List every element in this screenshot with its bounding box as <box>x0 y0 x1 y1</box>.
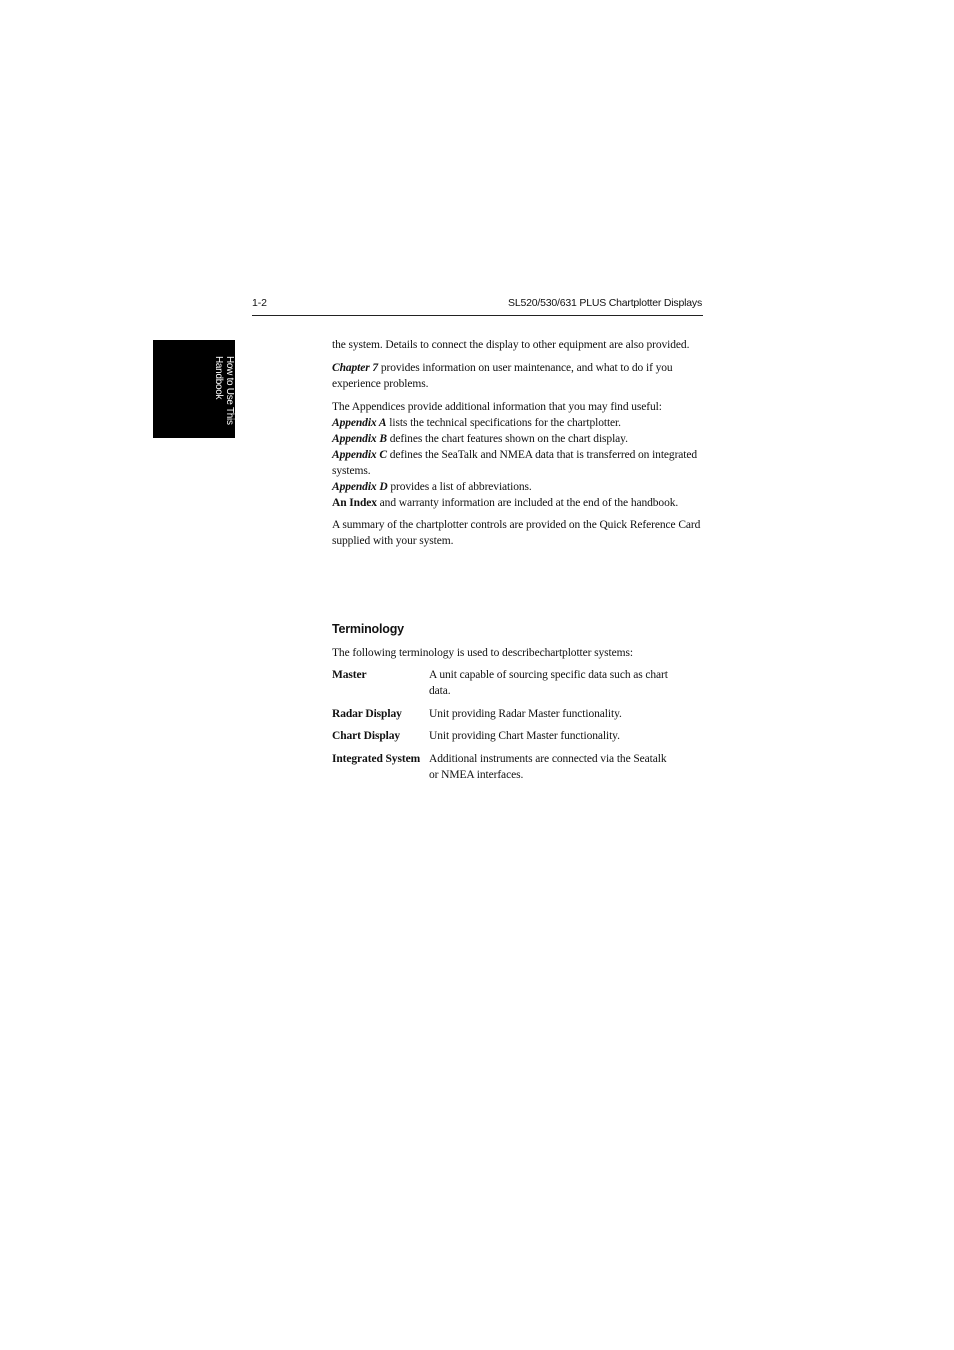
appendix-b-label: Appendix B <box>332 433 387 445</box>
paragraph-chapter-7 <box>332 360 707 392</box>
section-heading-terminology: Terminology <box>332 622 404 636</box>
term-definition: Unit providing Radar Master functionality. <box>429 708 622 720</box>
appendix-c-text: defines the SeaTalk and NMEA data that is transferred on integrated systems. <box>332 449 698 477</box>
side-tab-line-1: How to Use This <box>224 356 235 425</box>
appendix-c-label: Appendix C <box>332 449 387 461</box>
appendix-a-label: Appendix A <box>332 417 387 429</box>
page-number: 1-2 <box>252 297 267 309</box>
body-text <box>332 337 707 549</box>
chapter-side-tab-label <box>213 356 235 446</box>
term-name: Radar Display <box>332 708 402 720</box>
terminology-intro: The following terminology is used to describechartplotter systems: <box>332 647 633 659</box>
side-tab-line-2: Handbook <box>213 356 224 400</box>
chapter-7-label: Chapter 7 <box>332 362 379 374</box>
term-name: Master <box>332 669 367 681</box>
paragraph-system-details: the system. Details to connect the display to other equipment are also provided. <box>332 339 690 351</box>
appendix-d-text: provides a list of abbreviations. <box>387 481 532 493</box>
index-label: An Index <box>332 497 377 509</box>
term-definition: A unit capable of sourcing specific data such as chart data. <box>429 669 668 697</box>
chapter-7-text: provides information on user maintenance, and what to do if you experience problems. <box>332 362 673 390</box>
appendices-intro: The Appendices provide additional information that you may find useful: <box>332 401 662 413</box>
index-text: and warranty information are included at the end of the handbook. <box>376 497 679 509</box>
term-definition: Unit providing Chart Master functionality. <box>429 730 620 742</box>
appendix-b-text: defines the chart features shown on the chart display. <box>386 433 628 445</box>
header-rule <box>252 315 703 316</box>
term-name: Chart Display <box>332 730 401 742</box>
paragraph-appendices <box>332 399 707 511</box>
term-name: Integrated System <box>332 753 421 765</box>
term-definition: Additional instruments are connected via the Seatalk or NMEA interfaces. <box>429 753 667 781</box>
appendix-d-label: Appendix D <box>332 481 388 493</box>
appendix-a-text: lists the technical specifications for the chartplotter. <box>386 417 621 429</box>
running-header-title: SL520/530/631 PLUS Chartplotter Displays <box>508 297 702 309</box>
paragraph-summary: A summary of the chartplotter controls are provided on the Quick Reference Card supplied with your system. <box>332 519 701 547</box>
